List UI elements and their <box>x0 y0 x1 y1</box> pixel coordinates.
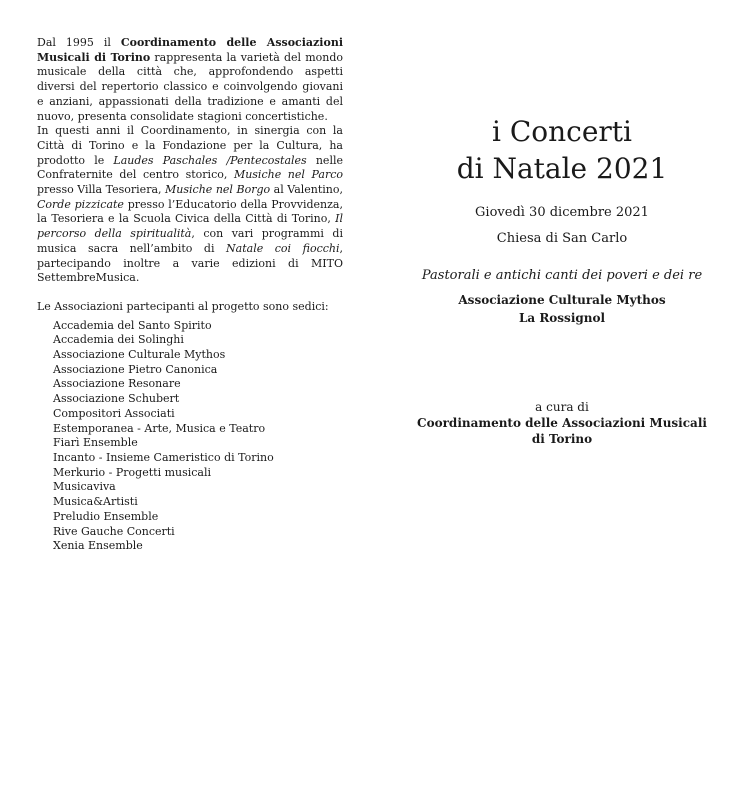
italic-run: Natale coi fiocchi <box>226 241 340 255</box>
text-run: presso Villa Tesoriera, <box>37 183 166 197</box>
italic-run: Musiche nel Borgo <box>165 183 271 197</box>
text-run: , partecipando inoltre a varie edizioni di MITO SettembreMusica. <box>37 241 343 285</box>
association-item: Musicaviva <box>53 480 116 494</box>
association-item: Associazione Schubert <box>53 392 180 406</box>
intro-paragraph-1 <box>37 36 343 124</box>
text-run: presso l’Educatorio della Provvidenza, la Tesoriera e la Scuola Civica della Città di Torino, <box>37 197 343 226</box>
association-item: Xenia Ensemble <box>53 539 143 553</box>
association-item: Estemporanea - Arte, Musica e Teatro <box>53 421 266 435</box>
concert-title <box>398 113 726 187</box>
association-item: Associazione Resonare <box>53 377 181 391</box>
text-run: rappresenta la varietà del mondo musicale della città che, approfondendo aspetti diversi del repertorio classico e coinvolgendo giovani e anziani, appassionati della tradizione e amanti del nuovo, presenta consolidate stagioni concertistiche. <box>37 50 343 123</box>
text-run: , con vari programmi di musica sacra nell’ambito di <box>37 227 343 255</box>
associations-intro: Le Associazioni partecipanti al progetto sono sedici: <box>37 299 329 313</box>
concert-date: Giovedì 30 dicembre 2021 <box>475 205 649 220</box>
performers <box>398 291 726 327</box>
curator-line-1: Coordinamento delle Associazioni Musicali <box>417 416 707 430</box>
curated-by-label: a cura di <box>535 400 589 414</box>
performer-name: La Rossignol <box>518 311 606 325</box>
text-run: nelle Confraternite del centro storico, <box>37 153 343 182</box>
association-item: Accademia del Santo Spirito <box>53 318 212 332</box>
concert-venue: Chiesa di San Carlo <box>496 231 628 246</box>
intro-paragraph-2 <box>37 124 343 286</box>
association-item: Accademia dei Solinghi <box>53 333 184 347</box>
association-item: Compositori Associati <box>53 406 175 420</box>
program-title: Pastorali e antichi canti dei poveri e dei re <box>421 268 703 283</box>
association-item: Preludio Ensemble <box>53 509 159 523</box>
association-item: Associazione Culturale Mythos <box>53 348 226 362</box>
text-run: In questi anni il Coordinamento, in sinergia con la Città di Torino e la Fondazione per la Cultura, ha prodotto le <box>37 124 343 167</box>
association-item: Rive Gauche Concerti <box>53 524 175 538</box>
association-item: Fiarì Ensemble <box>53 436 138 450</box>
text-run: al Valentino, <box>270 183 344 197</box>
left-page <box>37 36 343 554</box>
association-item: Merkurio - Progetti musicali <box>53 465 212 479</box>
text-run: Dal 1995 il <box>37 36 121 49</box>
performer-name: Associazione Culturale Mythos <box>458 293 666 307</box>
association-item: Incanto - Insieme Cameristico di Torino <box>53 450 274 464</box>
curator-line-2: di Torino <box>531 432 593 446</box>
title-line-1: i Concerti <box>491 115 632 148</box>
italic-run: Musiche nel Parco <box>233 168 343 182</box>
association-item: Associazione Pietro Canonica <box>53 362 218 376</box>
associations-list <box>37 319 343 554</box>
italic-run: Laudes Paschales /Pentecostales <box>113 153 307 167</box>
title-line-2: di Natale 2021 <box>456 152 668 185</box>
bold-run: Coordinamento delle Associazioni Musicali di Torino <box>37 36 343 64</box>
right-page <box>398 113 726 447</box>
italic-run: Corde pizzicate <box>37 197 124 211</box>
association-item: Musica&Artisti <box>53 495 138 509</box>
intro-text <box>37 36 343 286</box>
italic-run: Il percorso della spiritualità <box>37 212 343 241</box>
